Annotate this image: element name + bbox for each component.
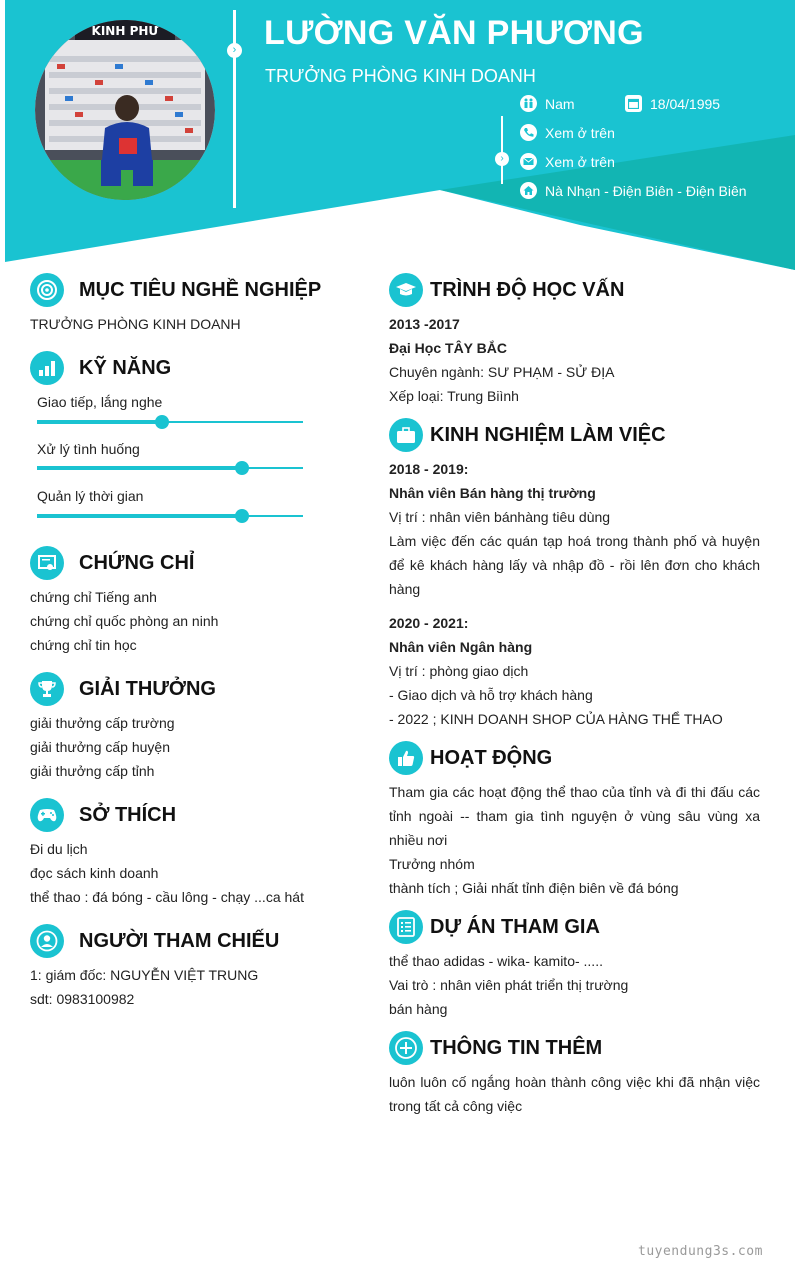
phone-info	[520, 124, 615, 141]
certificate-item: chứng chỉ quốc phòng an ninh	[30, 613, 219, 629]
activity-item: thành tích ; Giải nhất tỉnh điện biên về đá bóng	[389, 880, 679, 896]
chevron-right-icon: ›	[495, 152, 509, 166]
skill-bar	[37, 467, 303, 469]
skills-heading: KỸ NĂNG	[79, 356, 172, 379]
job-position: Vị trí : nhân viên bánhàng tiêu dùng	[389, 509, 611, 525]
calendar-icon	[625, 95, 642, 112]
email-icon	[520, 153, 537, 170]
certificate-item: chứng chỉ tin học	[30, 637, 137, 653]
hobby-item: đọc sách kinh doanh	[30, 865, 159, 881]
skill-bar-fill	[37, 420, 162, 424]
activities-section-heading	[389, 741, 552, 775]
graduation-cap-icon	[389, 273, 423, 307]
skills-section-heading	[30, 351, 171, 385]
gender-value: Nam	[545, 95, 575, 112]
email-value: Xem ở trên	[545, 153, 615, 170]
candidate-name: LƯỜNG VĂN PHƯƠNG	[264, 14, 644, 52]
candidate-title: TRƯỞNG PHÒNG KINH DOANH	[265, 66, 536, 86]
address-value: Nà Nhạn - Điện Biên - Điện Biên	[545, 182, 747, 199]
skill-bar-handle	[235, 509, 249, 523]
home-icon	[520, 182, 537, 199]
skill-bar-fill	[37, 514, 242, 518]
education-school: Đại Học TÂY BẮC	[389, 340, 507, 356]
info-divider	[501, 116, 503, 184]
job-detail: - Giao dịch và hỗ trợ khách hàng	[389, 687, 593, 703]
project-item: Vai trò : nhân viên phát triển thị trường	[389, 977, 629, 993]
education-major: Chuyên ngành: SƯ PHẠM - SỬ ĐỊA	[389, 364, 615, 380]
skill-bar	[37, 421, 303, 423]
hobby-item: Đi du lịch	[30, 841, 88, 857]
job-position: Vị trí : phòng giao dịch	[389, 663, 529, 679]
projects-heading: DỰ ÁN THAM GIA	[430, 915, 600, 938]
skill-label: Giao tiếp, lắng nghe	[37, 394, 163, 410]
objective-section-heading	[30, 273, 321, 307]
extra-text: luôn luôn cố ngắng hoàn thành công việc khi đã nhận việc trong tất cả công việc	[389, 1074, 760, 1114]
job-description: Làm việc đến các quán tạp hoá trong thành phố và huyện để kê khách hàng lấy và nhập đồ - rồi lên đơn cho khách hàng	[389, 533, 760, 597]
hobbies-section-heading	[30, 798, 176, 832]
projects-section-heading	[389, 910, 600, 944]
job-period: 2018 - 2019:	[389, 461, 469, 477]
checklist-icon	[389, 910, 423, 944]
experience-section-heading	[389, 418, 666, 452]
hobbies-heading: SỞ THÍCH	[79, 803, 177, 826]
award-item: giải thưởng cấp tỉnh	[30, 763, 155, 779]
reference-item: 1: giám đốc: NGUYỄN VIỆT TRUNG	[30, 967, 259, 983]
header-divider	[233, 10, 236, 208]
certificate-item: chứng chỉ Tiếng anh	[30, 589, 157, 605]
education-period: 2013 -2017	[389, 316, 460, 332]
skill-label: Quản lý thời gian	[37, 488, 144, 504]
target-icon	[30, 273, 64, 307]
photo-sign-text: KINH PHƯ	[91, 24, 159, 38]
certificates-heading: CHỨNG CHỈ	[79, 551, 195, 574]
briefcase-icon	[389, 418, 423, 452]
phone-value: Xem ở trên	[545, 124, 615, 141]
education-section-heading	[389, 273, 624, 307]
extra-section-heading	[389, 1031, 602, 1065]
thumbs-up-icon	[389, 741, 423, 775]
skill-bar	[37, 515, 303, 517]
references-section-heading	[30, 924, 279, 958]
activities-description: Tham gia các hoạt động thể thao của tỉnh và đi thi đấu các tỉnh ngoài -- tham gia tình nguyện ở vùng sâu vùng xa nhiều nơi	[389, 784, 760, 848]
project-item: thể thao adidas - wika- kamito- .....	[389, 953, 603, 969]
avatar	[35, 20, 215, 200]
email-info	[520, 153, 615, 170]
awards-section-heading	[30, 672, 216, 706]
references-heading: NGƯỜI THAM CHIẾU	[79, 929, 280, 952]
job-role: Nhân viên Bán hàng thị trường	[389, 485, 596, 501]
education-rank: Xếp loại: Trung Biình	[389, 388, 519, 404]
activities-heading: HOẠT ĐỘNG	[430, 746, 553, 769]
skill-bar-handle	[235, 461, 249, 475]
plus-circle-icon	[389, 1031, 423, 1065]
chevron-right-icon: ›	[227, 43, 242, 58]
education-heading: TRÌNH ĐỘ HỌC VẤN	[430, 278, 625, 301]
trophy-icon	[30, 672, 64, 706]
award-item: giải thưởng cấp trường	[30, 715, 175, 731]
awards-heading: GIẢI THƯỞNG	[79, 677, 216, 700]
gender-icon	[520, 95, 537, 112]
hobby-item: thể thao : đá bóng - cầu lông - chạy ...ca hát	[30, 889, 304, 905]
address-info	[520, 182, 747, 199]
watermark: tuyendung3s.com	[638, 1244, 763, 1259]
objective-heading: MỤC TIÊU NGHỀ NGHIỆP	[79, 278, 322, 301]
reference-item: sdt: 0983100982	[30, 991, 135, 1007]
certificates-section-heading	[30, 546, 194, 580]
objective-text: TRƯỞNG PHÒNG KINH DOANH	[30, 316, 241, 332]
experience-heading: KINH NGHIỆM LÀM VIỆC	[430, 423, 666, 446]
skill-bar-fill	[37, 466, 242, 470]
project-item: bán hàng	[389, 1001, 448, 1017]
user-icon	[30, 924, 64, 958]
activity-item: Trưởng nhóm	[389, 856, 475, 872]
gamepad-icon	[30, 798, 64, 832]
job-period: 2020 - 2021:	[389, 615, 469, 631]
skill-bar-handle	[155, 415, 169, 429]
certificate-icon	[30, 546, 64, 580]
birthdate-info	[625, 95, 720, 112]
gender-info	[520, 95, 575, 112]
phone-icon	[520, 124, 537, 141]
birthdate-value: 18/04/1995	[650, 95, 721, 112]
award-item: giải thưởng cấp huyện	[30, 739, 170, 755]
job-role: Nhân viên Ngân hàng	[389, 639, 533, 655]
job-detail: - 2022 ; KINH DOANH SHOP CỦA HÀNG THỂ THAO	[389, 711, 723, 727]
bar-chart-icon	[30, 351, 64, 385]
skill-label: Xử lý tình huống	[37, 441, 140, 457]
extra-heading: THÔNG TIN THÊM	[430, 1036, 603, 1059]
